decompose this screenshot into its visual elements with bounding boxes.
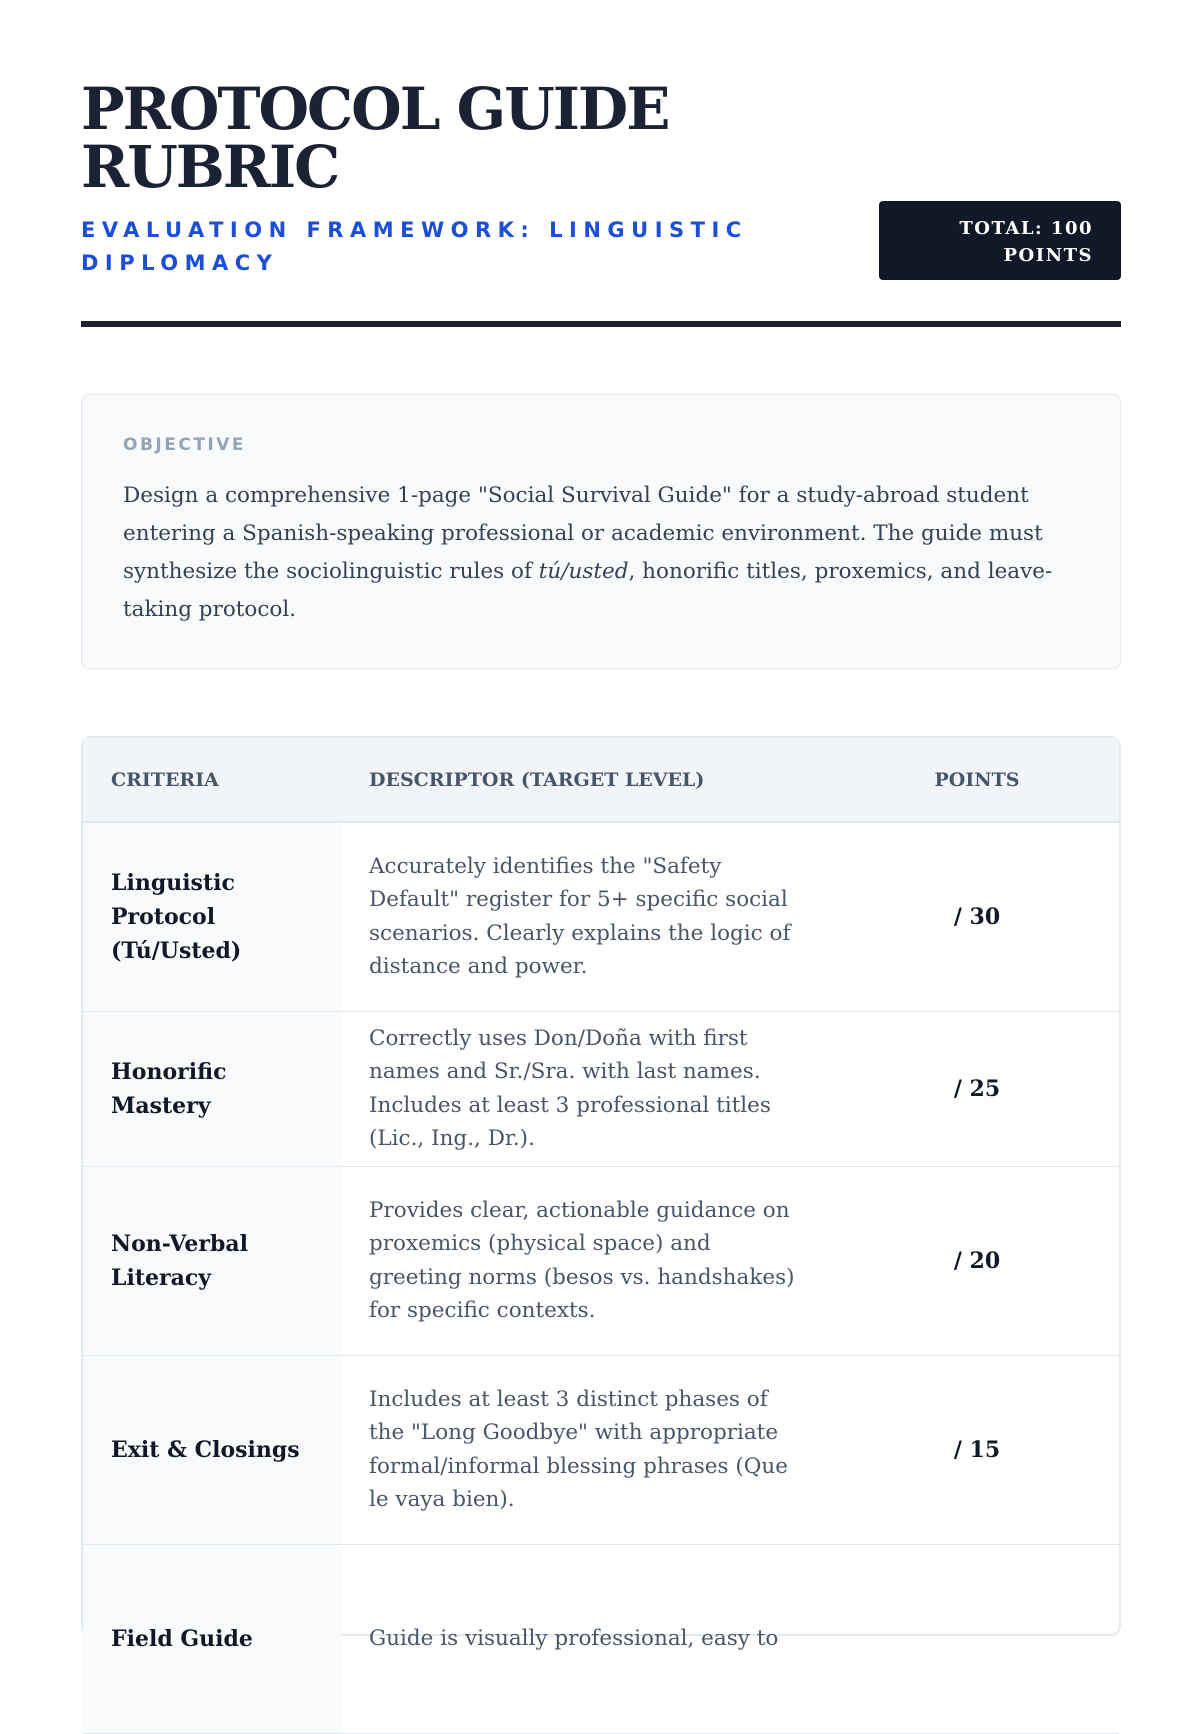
table-row <box>83 1166 1119 1355</box>
criteria-cell: Non-Verbal Literacy <box>83 1166 341 1355</box>
table-row <box>83 1355 1119 1544</box>
points-cell <box>835 1544 1119 1733</box>
descriptor-cell: Correctly uses Don/Doña with first names and Sr./Sra. with last names. Includes at least 3 professional titles (Lic., Ing., Dr.). <box>341 1011 835 1166</box>
objective-label: OBJECTIVE <box>123 435 247 455</box>
table-row <box>83 1011 1119 1166</box>
descriptor-cell: Guide is visually professional, easy to <box>341 1544 835 1733</box>
objective-box <box>81 394 1121 669</box>
points-cell: / 25 <box>835 1011 1119 1166</box>
rubric-table-container <box>81 736 1121 1652</box>
criteria-cell: Linguistic Protocol (Tú/Usted) <box>83 822 341 1011</box>
descriptor-cell: Includes at least 3 distinct phases of the "Long Goodbye" with appropriate formal/informal blessing phrases (Que le vaya bien). <box>341 1355 835 1544</box>
points-cell: / 15 <box>835 1355 1119 1544</box>
descriptor-cell: Provides clear, actionable guidance on proxemics (physical space) and greeting norms (besos vs. handshakes) for specific contexts. <box>341 1166 835 1355</box>
objective-text-part2: , honorific titles, proxemics, and leave-taking protocol. <box>123 559 1053 622</box>
criteria-cell: Honorific Mastery <box>83 1011 341 1166</box>
header-divider <box>81 321 1121 327</box>
objective-text <box>123 477 1080 629</box>
points-cell: / 30 <box>835 822 1119 1011</box>
total-points-badge: TOTAL: 100 POINTS <box>879 201 1121 280</box>
table-header-row <box>83 738 1119 822</box>
header-points: POINTS <box>835 738 1119 822</box>
page-subtitle: EVALUATION FRAMEWORK: LINGUISTIC DIPLOMACY <box>81 218 748 275</box>
points-cell: / 20 <box>835 1166 1119 1355</box>
criteria-cell: Field Guide <box>83 1544 341 1733</box>
header-criteria: CRITERIA <box>83 738 341 822</box>
descriptor-cell: Accurately identifies the "Safety Default" register for 5+ specific social scenarios. Clearly explains the logic of distance and power. <box>341 822 835 1011</box>
rubric-table <box>83 738 1119 1734</box>
table-row <box>83 1544 1119 1733</box>
criteria-cell: Exit & Closings <box>83 1355 341 1544</box>
objective-text-emphasis: tú/usted <box>538 559 629 584</box>
table-row <box>83 822 1119 1011</box>
page-title: PROTOCOL GUIDE RUBRIC <box>81 75 669 201</box>
objective-text-part1: Design a comprehensive 1-page "Social Survival Guide" for a study-abroad student entering a Spanish-speaking professional or academic environment. The guide must synthesize the sociolinguistic rules of <box>123 483 1043 584</box>
header-descriptor: DESCRIPTOR (TARGET LEVEL) <box>341 738 835 822</box>
